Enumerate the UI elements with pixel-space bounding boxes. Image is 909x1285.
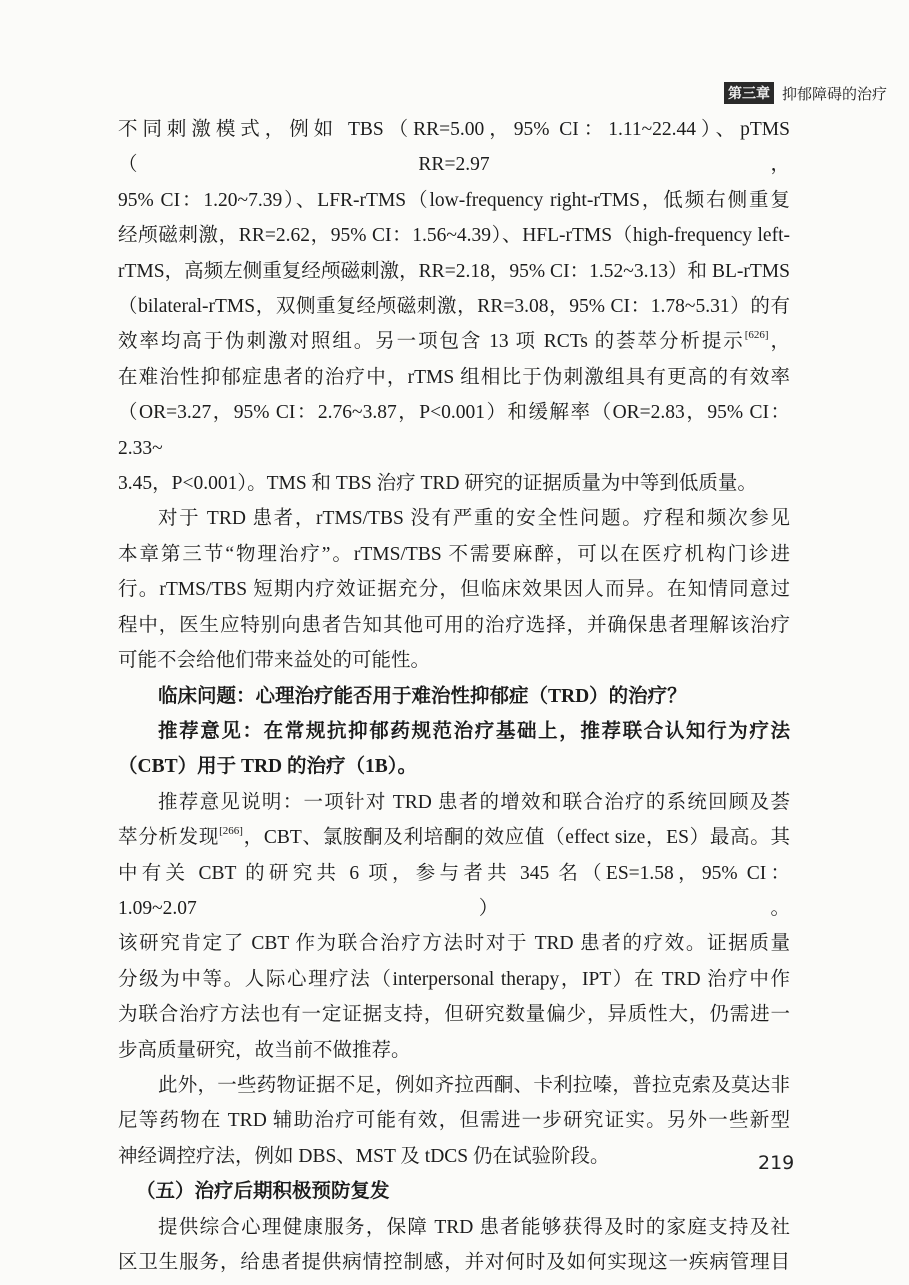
bold-paragraph bbox=[118, 714, 790, 785]
line-text: 效率均高于伪刺激对照组。另一项包含 13 项 RCTs 的荟萃分析提示 bbox=[118, 331, 745, 353]
line-text: ，CBT、氯胺酮及利培酮的效应值（effect size，ES）最高。其 bbox=[242, 827, 790, 849]
chapter-label: 第三章 bbox=[724, 82, 774, 104]
chapter-title: 抑郁障碍的治疗 bbox=[781, 84, 887, 103]
text-line: 提供综合心理健康服务，保障 TRD 患者能够获得及时的家庭支持及社 bbox=[158, 1216, 790, 1238]
line-text: ， bbox=[768, 331, 790, 353]
text-line: 为联合治疗方法也有一定证据支持，但研究数量偏少，异质性大，仍需进一 bbox=[118, 1004, 790, 1026]
text-line bbox=[118, 324, 790, 359]
text-line: 经颅磁刺激，RR=2.62，95% CI：1.56~4.39）、HFL-rTMS（high-frequency left- bbox=[118, 225, 790, 247]
text-line: 尼等药物在 TRD 辅助治疗可能有效，但需进一步研究证实。另外一些新型 bbox=[118, 1110, 790, 1132]
text-line: 行。rTMS/TBS 短期内疗效证据充分，但临床效果因人而异。在知情同意过 bbox=[118, 579, 790, 601]
paragraph bbox=[118, 112, 790, 501]
page-body bbox=[118, 112, 790, 1280]
running-header bbox=[724, 82, 887, 104]
paragraph bbox=[118, 1068, 790, 1174]
bold-paragraph bbox=[118, 679, 790, 714]
section-heading bbox=[118, 1174, 790, 1209]
text-line: 该研究肯定了 CBT 作为联合治疗方法时对于 TRD 患者的疗效。证据质量 bbox=[118, 933, 790, 955]
citation-ref: [266] bbox=[219, 825, 243, 838]
paragraph bbox=[118, 501, 790, 678]
text-line: 步高质量研究，故当前不做推荐。 bbox=[118, 1039, 411, 1061]
text-line bbox=[118, 820, 790, 855]
line-text: 萃分析发现 bbox=[118, 827, 220, 849]
text-line: 95% CI：1.20~7.39）、LFR-rTMS（low-frequency right-rTMS，低频右侧重复 bbox=[118, 189, 790, 211]
text-line: （CBT）用于 TRD 的治疗（1B）。 bbox=[118, 756, 418, 778]
text-line: 不同刺激模式，例如 TBS（RR=5.00，95% CI：1.11~22.44）、pTMS（RR=2.97， bbox=[118, 119, 790, 176]
text-line: 神经调控疗法，例如 DBS、MST 及 tDCS 仍在试验阶段。 bbox=[118, 1145, 610, 1167]
text-line: （五）治疗后期积极预防复发 bbox=[136, 1181, 390, 1203]
text-line: 3.45，P<0.001）。TMS 和 TBS 治疗 TRD 研究的证据质量为中等到低质量。 bbox=[118, 473, 757, 495]
citation-ref: [626] bbox=[744, 329, 769, 342]
paragraph bbox=[118, 785, 790, 1068]
text-line: 此外，一些药物证据不足，例如齐拉西酮、卡利拉嗪，普拉克索及莫达非 bbox=[158, 1074, 790, 1096]
page-number: 219 bbox=[758, 1152, 795, 1174]
text-line: 本章第三节“物理治疗”。rTMS/TBS 不需要麻醉，可以在医疗机构门诊进 bbox=[118, 543, 790, 565]
text-line: （OR=3.27，95% CI：2.76~3.87，P<0.001）和缓解率（OR=2.83，95% CI：2.33~ bbox=[118, 402, 790, 459]
text-line: 在难治性抑郁症患者的治疗中，rTMS 组相比于伪刺激组具有更高的有效率 bbox=[118, 366, 790, 388]
text-line: 对于 TRD 患者，rTMS/TBS 没有严重的安全性问题。疗程和频次参见 bbox=[158, 508, 790, 530]
text-line: 推荐意见：在常规抗抑郁药规范治疗基础上，推荐联合认知行为疗法 bbox=[158, 720, 790, 742]
text-line: 区卫生服务，给患者提供病情控制感，并对何时及如何实现这一疾病管理目 bbox=[118, 1252, 790, 1273]
paragraph bbox=[118, 1210, 790, 1281]
text-line: 推荐意见说明：一项针对 TRD 患者的增效和联合治疗的系统回顾及荟 bbox=[158, 791, 790, 813]
text-line: 分级为中等。人际心理疗法（interpersonal therapy，IPT）在 TRD 治疗中作 bbox=[118, 968, 790, 990]
text-line: （bilateral-rTMS，双侧重复经颅磁刺激，RR=3.08，95% CI：1.78~5.31）的有 bbox=[118, 296, 790, 318]
text-line: rTMS，高频左侧重复经颅磁刺激，RR=2.18，95% CI：1.52~3.13）和 BL-rTMS bbox=[118, 260, 790, 282]
text-line: 中有关 CBT 的研究共 6 项，参与者共 345 名（ES=1.58，95% CI：1.09~2.07）。 bbox=[118, 862, 790, 919]
text-line: 临床问题：心理治疗能否用于难治性抑郁症（TRD）的治疗？ bbox=[158, 685, 687, 707]
text-line: 可能不会给他们带来益处的可能性。 bbox=[118, 650, 431, 672]
text-line: 程中，医生应特别向患者告知其他可用的治疗选择，并确保患者理解该治疗 bbox=[118, 614, 790, 636]
